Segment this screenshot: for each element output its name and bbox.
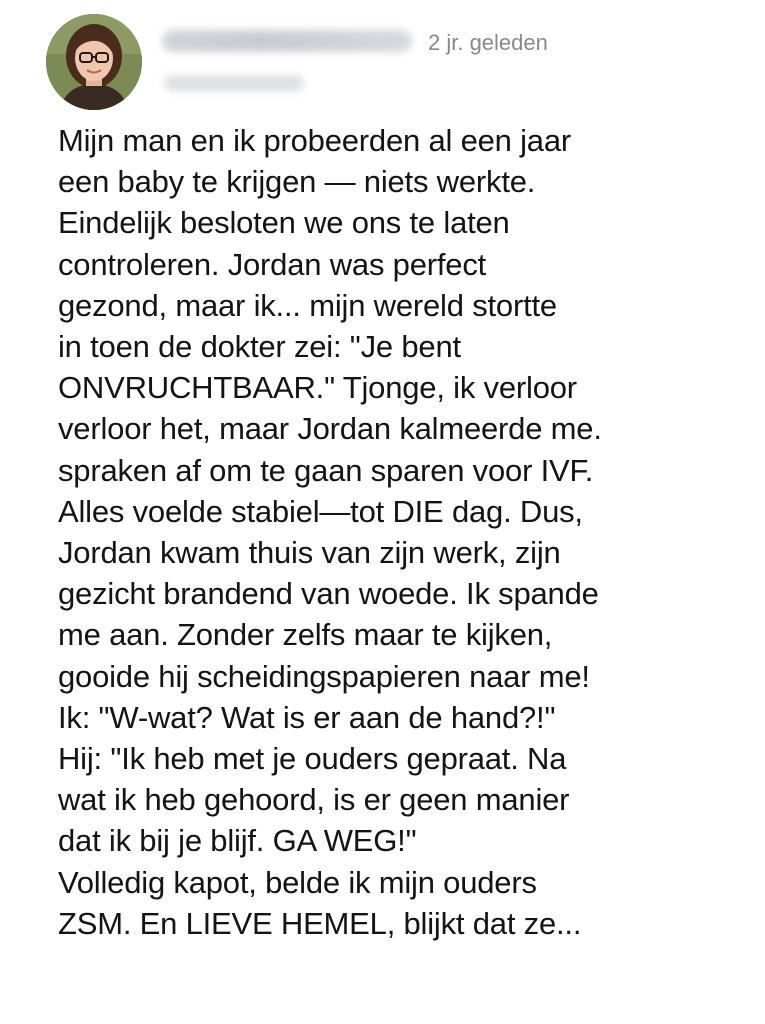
comment-line: wat ik heb gehoord, is er geen manier — [58, 782, 570, 818]
author-subtitle-redacted — [164, 75, 304, 91]
avatar[interactable] — [46, 14, 142, 110]
comment-line: een baby te krijgen — niets werkte. — [58, 164, 536, 200]
comment-line: Jordan kwam thuis van zijn werk, zijn — [58, 535, 561, 571]
comment-line: spraken af om te gaan sparen voor IVF. — [58, 452, 594, 488]
comment-line: verloor het, maar Jordan kalmeerde me. — [58, 411, 602, 447]
comment-line: gooide hij scheidingspapieren naar me! — [58, 658, 590, 694]
comment-line: gezond, maar ik... mijn wereld stortte — [58, 287, 557, 323]
author-name-redacted[interactable] — [162, 30, 412, 52]
comment-line: ZSM. En LIEVE HEMEL, blijkt dat ze... — [58, 905, 582, 941]
comment-line: me aan. Zonder zelfs maar te kijken, — [58, 617, 553, 653]
comment-line: Ik: "W-wat? Wat is er aan de hand?!" — [58, 699, 556, 735]
comment-line: in toen de dokter zei: "Je bent — [58, 329, 461, 365]
timestamp: 2 jr. geleden — [428, 30, 548, 55]
comment-line: Mijn man en ik probeerden al een jaar — [58, 123, 572, 158]
comment-line: Hij: "Ik heb met je ouders gepraat. Na — [58, 741, 567, 777]
avatar-photo-icon — [46, 14, 142, 110]
comment-header — [46, 14, 746, 110]
comment-line: ONVRUCHTBAAR." Tjonge, ik verloor — [58, 370, 577, 406]
comment-line: controleren. Jordan was perfect — [58, 246, 487, 282]
comment-body — [58, 120, 758, 944]
comment-line: gezicht brandend van woede. Ik spande — [58, 576, 599, 612]
comment-line: Volledig kapot, belde ik mijn ouders — [58, 864, 537, 900]
author-block — [162, 30, 412, 91]
comment-line: Eindelijk besloten we ons te laten — [58, 205, 510, 241]
comment-line: Alles voelde stabiel—tot DIE dag. Dus, — [58, 493, 583, 529]
comment-line: dat ik bij je blijf. GA WEG!" — [58, 823, 417, 859]
